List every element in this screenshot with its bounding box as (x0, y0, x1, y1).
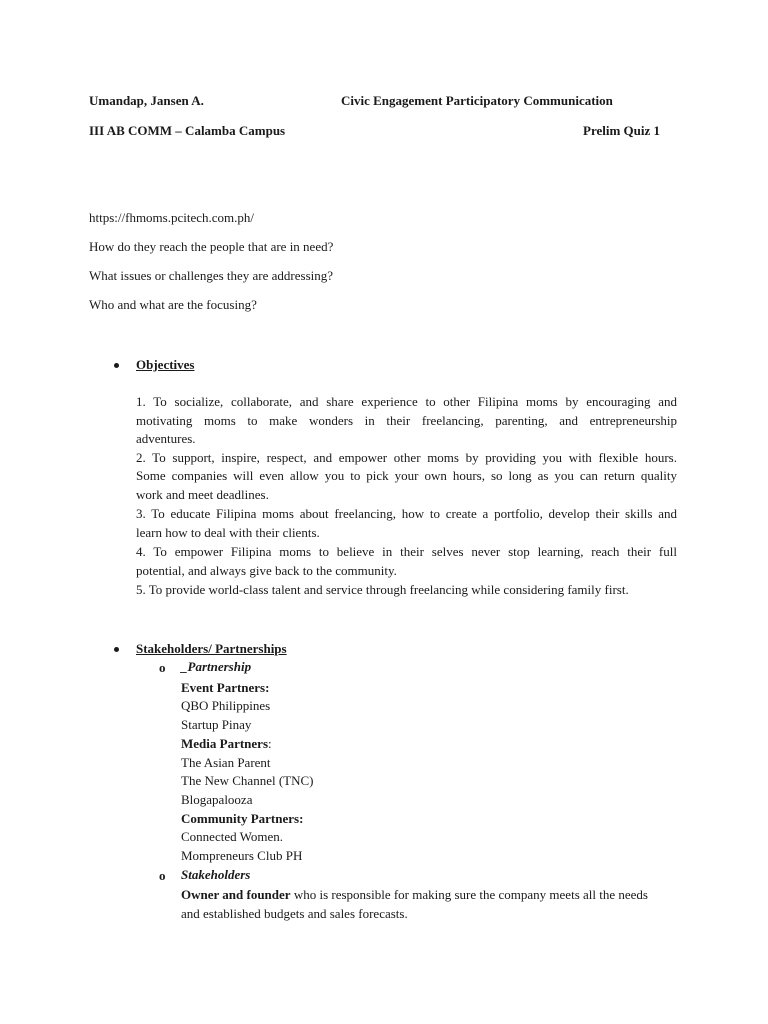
stakeholders-heading: Stakeholders/ Partnerships (136, 641, 287, 656)
objective-line: work and meet deadlines. (136, 486, 269, 502)
partnership-heading: _Partnership (181, 659, 252, 674)
objective-line: potential, and always give back to the community. (136, 562, 397, 578)
objective-line: adventures. (136, 431, 196, 446)
course-title: Civic Engagement Participatory Communication (341, 93, 613, 108)
objective-line: learn how to deal with their clients. (136, 524, 320, 540)
community-partners-label: Community Partners: (181, 811, 304, 826)
objective-line: 5. To provide world-class talent and service through freelancing while considering family first. (136, 582, 629, 597)
objective-line: motivating moms to make wonders in their freelancing, parenting, and entrepreneurship (136, 412, 677, 428)
objective-line: Some companies will even allow you to pick your own hours, so long as you can return quality (136, 468, 677, 483)
owner-text: who is responsible for making sure the company meets all the needs (290, 887, 648, 902)
event-partners-label: Event Partners: (181, 680, 270, 695)
list-item: The Asian Parent (181, 755, 271, 770)
media-partners-colon: : (268, 736, 272, 751)
list-item: Blogapalooza (181, 792, 253, 807)
bullet-icon (114, 647, 119, 652)
media-partners-text: Media Partners (181, 736, 269, 751)
bullet-icon (114, 363, 119, 368)
media-partners-label (181, 736, 272, 752)
objective-line: 3. To educate Filipina moms about freelancing, how to create a portfolio, develop their skills and (136, 506, 677, 521)
list-item: Startup Pinay (181, 717, 252, 732)
sub-bullet-icon: o (159, 660, 166, 675)
question-2: What issues or challenges they are addressing? (89, 268, 334, 283)
list-item: Connected Women. (181, 829, 283, 844)
quiz-label: Prelim Quiz 1 (583, 123, 661, 138)
objective-line: 4. To empower Filipina moms to believe in their selves never stop learning, reach their full (136, 544, 677, 559)
list-item: QBO Philippines (181, 698, 271, 713)
objective-line: 2. To support, inspire, respect, and empower other moms by providing you with flexible hours. (136, 449, 677, 465)
question-1: How do they reach the people that are in need? (89, 239, 334, 254)
stakeholders-subheading: Stakeholders (181, 867, 251, 882)
list-item: Mompreneurs Club PH (181, 848, 303, 863)
objective-line: 1. To socialize, collaborate, and share experience to other Filipina moms by encouraging and (136, 394, 677, 409)
website-url: https://fhmoms.pcitech.com.ph/ (89, 210, 255, 225)
objectives-heading: Objectives (136, 357, 195, 372)
question-3: Who and what are the focusing? (89, 297, 257, 312)
sub-bullet-icon: o (159, 868, 166, 883)
owner-description-cont: and established budgets and sales forecasts. (181, 906, 408, 921)
owner-description (181, 887, 648, 903)
list-item: The New Channel (TNC) (181, 773, 314, 788)
section-info: III AB COMM – Calamba Campus (89, 123, 286, 138)
student-name: Umandap, Jansen A. (89, 93, 204, 108)
owner-label: Owner and founder (181, 887, 291, 902)
